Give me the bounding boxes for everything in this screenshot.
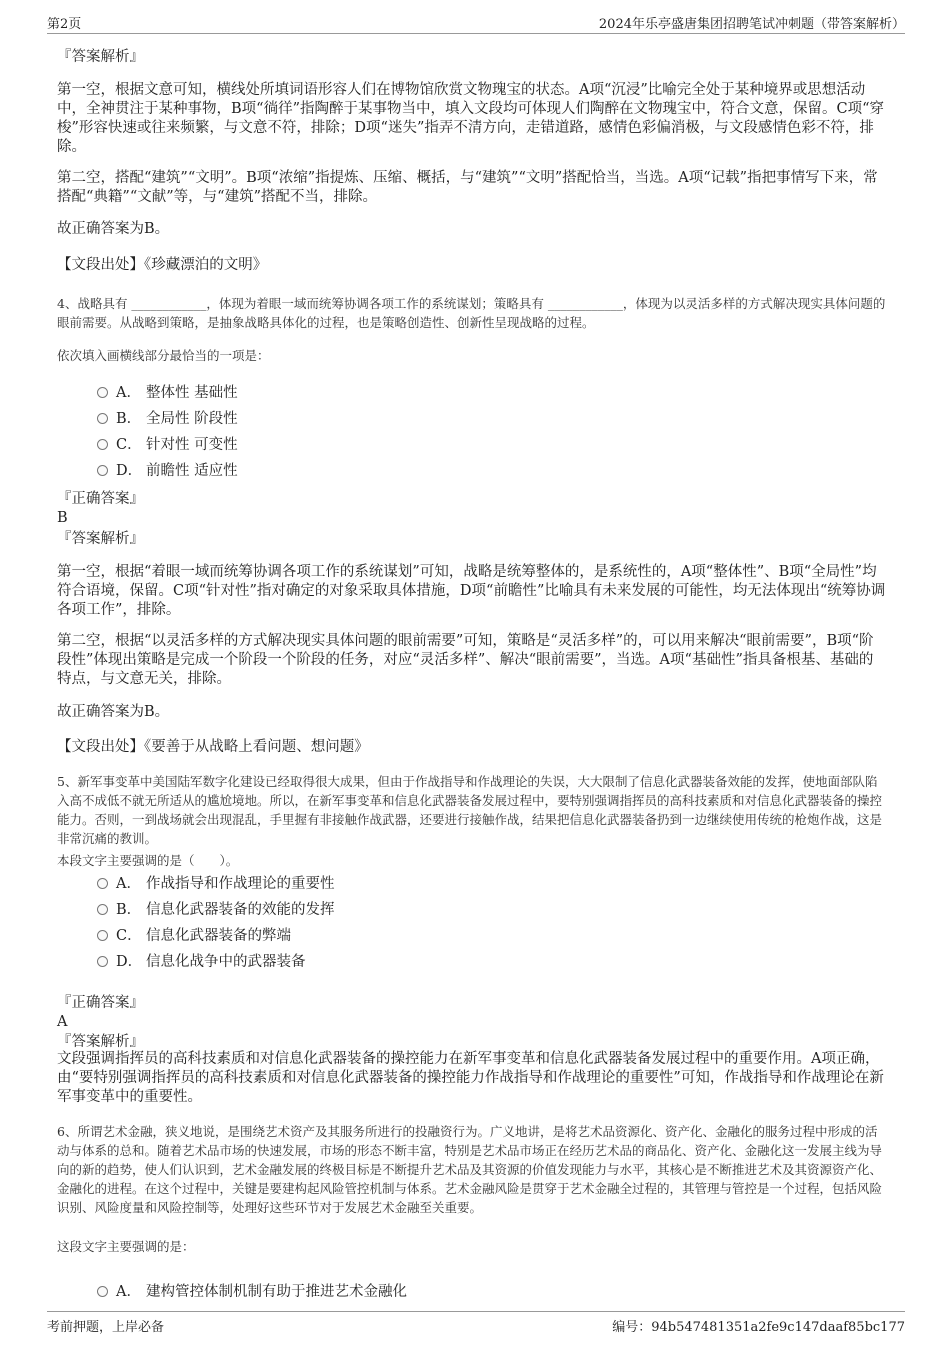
q5-option-c[interactable]: C． 信息化武器装备的弊端 [97,926,291,946]
radio-icon[interactable] [97,930,108,941]
q3-analysis-label: 『答案解析』 [57,49,144,65]
q3-analysis-p1: 第一空，根据文意可知，横线处所填词语形容人们在博物馆欣赏文物瑰宝的状态。A项“沉浸”比喻完全处于某种境界或思想活动中，全神贯注于某种事物，B项“徜徉”指陶醉于某事物当中，填入文段均可体现人们陶醉在文物瑰宝中，符合文意，保留。C项“穿梭”形容快速或往来频繁，与文意不符，排除；D项“迷失”指弄不清方向，走错道路，感情色彩偏消极，与文段感情色彩不符，排除。 [57,82,884,155]
radio-icon[interactable] [97,439,108,450]
page-header [47,11,905,34]
q4-option-b[interactable]: B． 全局性 阶段性 [97,409,238,429]
footer-slogan: 考前押题，上岸必备 [47,1320,165,1335]
q4-conclusion: 故正确答案为B。 [57,704,170,720]
q3-analysis-p2: 第二空，搭配“建筑”“文明”。B项“浓缩”指提炼、压缩、概括，与“建筑”“文明”搭配恰当，当选。A项“记载”指把事情写下来，常搭配“典籍”“文献”等，与“建筑”搭配不当，排除。 [57,170,878,205]
radio-icon[interactable] [97,387,108,398]
radio-icon[interactable] [97,956,108,967]
q5-analysis-p1: 文段强调指挥员的高科技素质和对信息化武器装备的操控能力在新军事变革和信息化武器装备发展过程中的重要作用。A项正确，由“要特别强调指挥员的高科技素质和对信息化武器装备的操控能力作战指导和作战理论的重要性”可知，作战指导和作战理论在新军事变革中的重要性。 [57,1051,884,1105]
document-title: 2024年乐亭盛唐集团招聘笔试冲刺题（带答案解析） [598,17,905,32]
q3-conclusion: 故正确答案为B。 [57,221,170,237]
q6-prompt: 这段文字主要强调的是： [57,1239,195,1254]
q6-option-a[interactable]: A． 建构管控体制机制有助于推进艺术金融化 [97,1282,407,1302]
q4-answer: B [57,510,68,526]
page-footer [47,1311,905,1336]
radio-icon[interactable] [97,1286,108,1297]
q4-analysis-p1: 第一空，根据“着眼一域而统筹协调各项工作的系统谋划”可知，战略是统筹整体的，是系统性的，A项“整体性”、B项“全局性”均符合语境，保留。C项“针对性”指对确定的对象采取具体措施，D项“前瞻性”比喻具有未来发展的可能性，均无法体现出“统筹协调各项工作”，排除。 [57,564,886,618]
q4-option-a[interactable]: A． 整体性 基础性 [97,383,238,403]
radio-icon[interactable] [97,465,108,476]
q4-source: 【文段出处】《要善于从战略上看问题、想问题》 [57,739,369,755]
q4-option-c[interactable]: C． 针对性 可变性 [97,435,238,455]
q5-prompt: 本段文字主要强调的是（ ）。 [57,853,239,868]
q4-answer-label: 『正确答案』 [57,491,144,507]
q5-stem: 5、新军事变革中美国陆军数字化建设已经取得很大成果，但由于作战指导和作战理论的失误，大大限制了信息化武器装备效能的发挥，使地面部队陷入高不成低不就无所适从的尴尬境地。所以，在新军事变革和信息化武器装备发展过程中，要特别强调指挥员的高科技素质和对信息化武器装备的操控能力。否则，一到战场就会出现混乱，手里握有非接触作战武器，还要进行接触作战，结果把信息化武器装备扔到一边继续使用传统的枪炮作战，这是非常沉痛的教训。 [57,774,883,846]
radio-icon[interactable] [97,904,108,915]
q4-stem: 4、战略具有 ____________，体现为着眼一域而统筹协调各项工作的系统谋划；策略具有 ____________，体现为以灵活多样的方式解决现实具体问题的眼前需要。从战略到策略，是抽象战略具体化的过程，也是策略创造性、创新性呈现战略的过程。 [57,296,886,330]
page-number: 第2页 [47,17,82,32]
q3-source: 【文段出处】《珍藏漂泊的文明》 [57,257,268,273]
q5-answer: A [57,1014,68,1030]
radio-icon[interactable] [97,878,108,889]
q5-option-d[interactable]: D． 信息化战争中的武器装备 [97,952,306,972]
q5-option-a[interactable]: A． 作战指导和作战理论的重要性 [97,874,335,894]
q4-option-d[interactable]: D． 前瞻性 适应性 [97,461,238,481]
q5-option-b[interactable]: B． 信息化武器装备的效能的发挥 [97,900,335,920]
q6-stem: 6、所谓艺术金融，狭义地说，是围绕艺术资产及其服务所进行的投融资行为。广义地讲，是将艺术品资源化、资产化、金融化的服务过程中形成的活动与体系的总和。随着艺术品市场的快速发展，市场的形态不断丰富，特别是艺术品市场正在经历艺术品的商品化、资产化、金融化这一发展主线为导向的新的趋势，使人们认识到，艺术金融发展的终极目标是不断提升艺术品及其资源的价值发现能力与水平，其核心是不断推进艺术及其资源资产化、金融化的进程。在这个过程中，关键是要建构起风险管控机制与体系。艺术金融风险是贯穿于艺术金融全过程的，其管理与管控是一个过程，包括风险识别、风险度量和风险控制等，处理好这些环节对于发展艺术金融至关重要。 [57,1124,883,1215]
q5-analysis-label: 『答案解析』 [57,1034,144,1050]
q5-answer-label: 『正确答案』 [57,995,144,1011]
q4-prompt: 依次填入画横线部分最恰当的一项是： [57,348,270,363]
document-serial: 编号：94b547481351a2fe9c147daaf85bc177 [612,1320,905,1335]
radio-icon[interactable] [97,413,108,424]
q4-analysis-label: 『答案解析』 [57,531,144,547]
q4-analysis-p2: 第二空，根据“以灵活多样的方式解决现实具体问题的眼前需要”可知，策略是“灵活多样”的，可以用来解决“眼前需要”，B项“阶段性”体现出策略是完成一个阶段一个阶段的任务，对应“灵活多样”、解决“眼前需要”，当选。A项“基础性”指具备根基、基础的特点，与文意无关，排除。 [57,633,874,687]
